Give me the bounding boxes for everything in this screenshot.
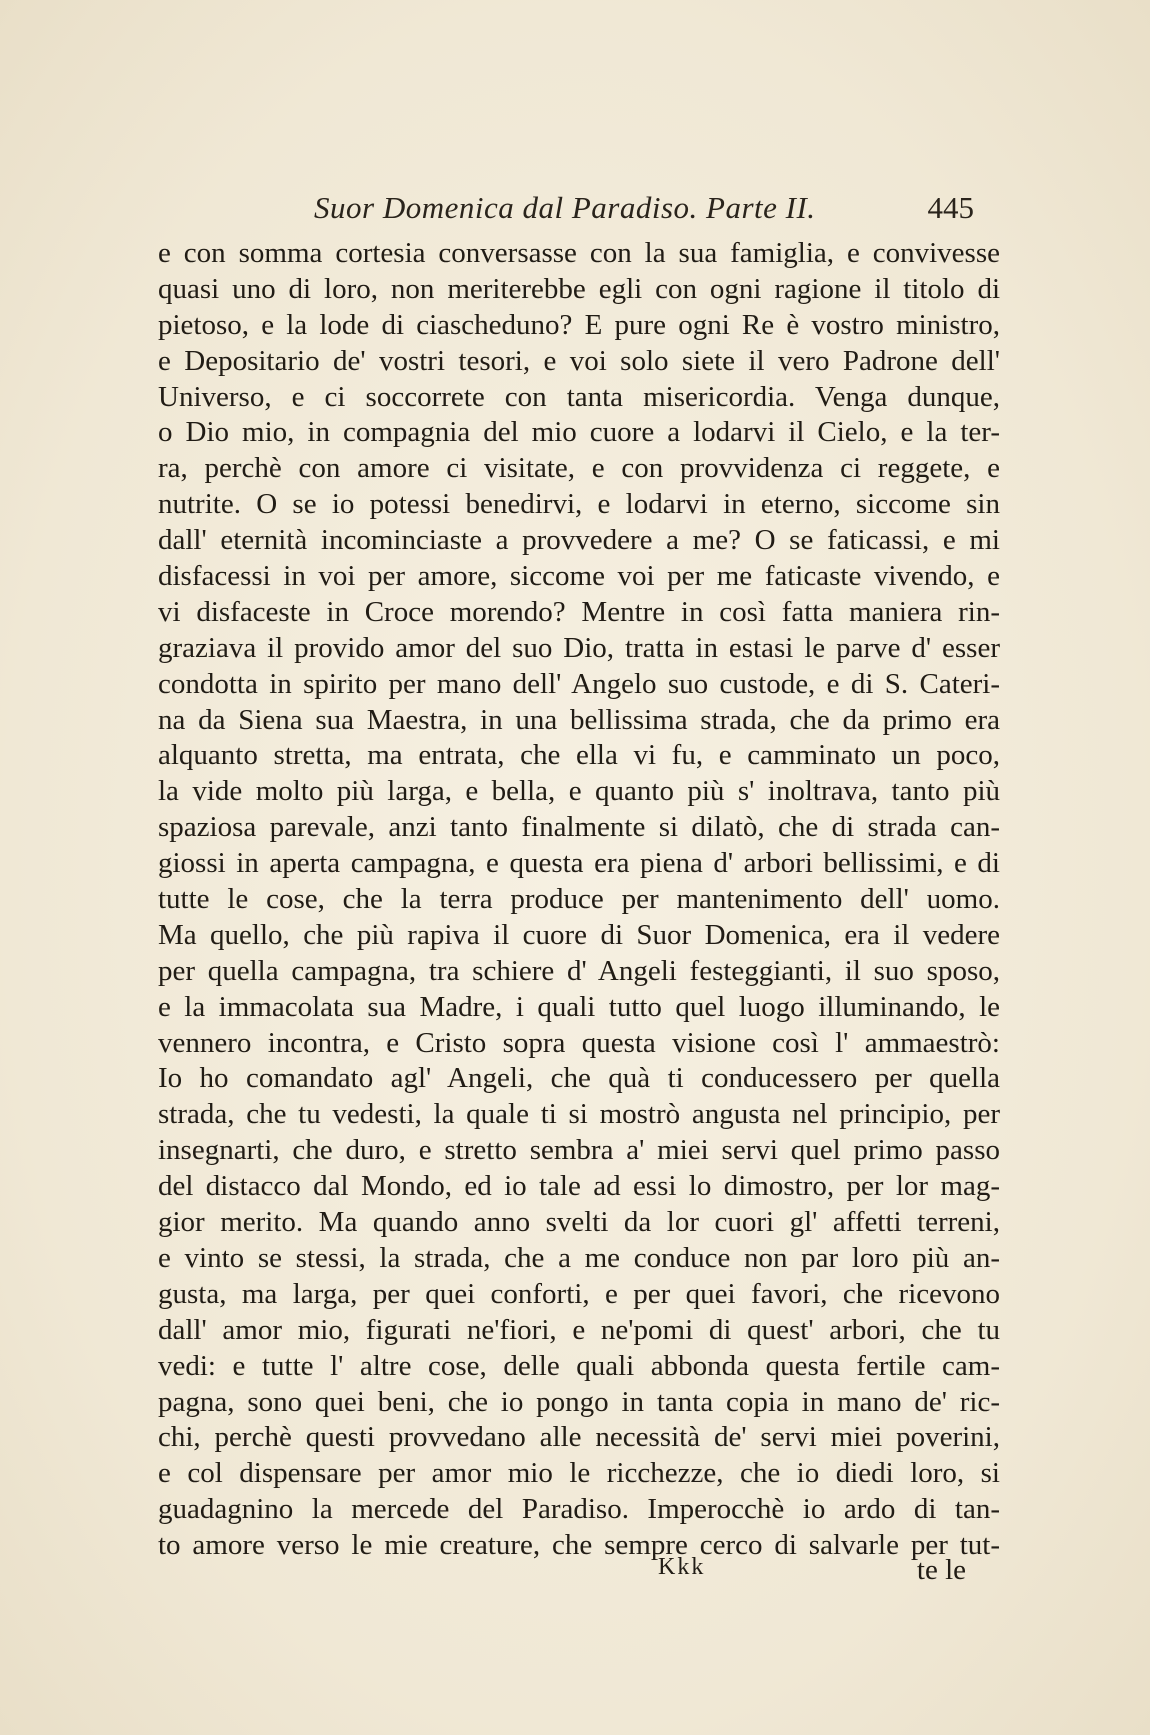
text-line: vennero incontra, e Cristo sopra questa visione così l' ammaestrò:: [158, 1026, 1000, 1059]
text-line: guadagnino la mercede del Paradiso. Imperocchè io ardo di tan-: [158, 1493, 1000, 1526]
text-line: chi, perchè questi provvedano alle necessità de' servi miei poverini,: [158, 1421, 1000, 1454]
text-line: tutte le cose, che la terra produce per mantenimento dell' uomo.: [158, 883, 1000, 916]
text-line: e vinto se stessi, la strada, che a me conduce non par loro più an-: [158, 1241, 1000, 1274]
text-line: strada, che tu vedesti, la quale ti si mostrò angusta nel principio, per: [158, 1098, 1000, 1131]
text-line: gusta, ma larga, per quei conforti, e per quei favori, che ricevono: [158, 1277, 1000, 1310]
text-line: e la immacolata sua Madre, i quali tutto quel luogo illuminando, le: [158, 990, 1000, 1023]
text-line: Universo, e ci soccorrete con tanta misericordia. Venga dunque,: [158, 380, 1000, 413]
signature-mark: Kkk: [658, 1554, 706, 1580]
text-line: per quella campagna, tra schiere d' Angeli festeggianti, il suo sposo,: [158, 954, 1000, 987]
catchword: te le: [916, 1554, 966, 1586]
text-line: alquanto stretta, ma entrata, che ella vi fu, e camminato un poco,: [158, 739, 1000, 772]
text-line: quasi uno di loro, non meriterebbe egli con ogni ragione il titolo di: [158, 272, 1000, 305]
running-head: [158, 190, 1000, 230]
body-text: [158, 236, 1000, 1564]
text-line: e con somma cortesia conversasse con la sua famiglia, e convivesse: [158, 237, 1000, 269]
text-line: spaziosa parevale, anzi tanto finalmente si dilatò, che di strada can-: [158, 811, 1000, 844]
text-line: la vide molto più larga, e bella, e quanto più s' inoltrava, tanto più: [158, 775, 1000, 808]
text-line: pagna, sono quei beni, che io pongo in tanta copia in mano de' ric-: [158, 1385, 1000, 1418]
page-footer: [158, 1554, 1000, 1594]
text-line: pietoso, e la lode di ciascheduno? E pure ogni Re è vostro ministro,: [158, 308, 1000, 341]
text-line: ra, perchè con amore ci visitate, e con provvidenza ci reggete, e: [158, 452, 1000, 485]
text-line: Ma quello, che più rapiva il cuore di Suor Domenica, era il vedere: [158, 918, 1000, 951]
text-line: o Dio mio, in compagnia del mio cuore a lodarvi il Cielo, e la ter-: [158, 416, 1000, 449]
text-line: gior merito. Ma quando anno svelti da lor cuori gl' affetti terreni,: [158, 1206, 1000, 1239]
text-line: del distacco dal Mondo, ed io tale ad essi lo dimostro, per lor mag-: [158, 1170, 1000, 1203]
text-line: nutrite. O se io potessi benedirvi, e lodarvi in eterno, siccome sin: [158, 488, 1000, 521]
text-line: insegnarti, che duro, e stretto sembra a' miei servi quel primo passo: [158, 1134, 1000, 1167]
text-line: disfacessi in voi per amore, siccome voi per me faticaste vivendo, e: [158, 560, 1000, 593]
text-line: Io ho comandato agl' Angeli, che quà ti conducessero per quella: [158, 1062, 1000, 1095]
text-line: dall' amor mio, figurati ne'fiori, e ne'pomi di quest' arbori, che tu: [158, 1313, 1000, 1346]
text-line: vedi: e tutte l' altre cose, delle quali abbonda questa fertile cam-: [158, 1349, 1000, 1382]
running-title: Suor Domenica dal Paradiso. Parte II.: [314, 190, 816, 225]
text-line: condotta in spirito per mano dell' Angelo suo custode, e di S. Cateri-: [158, 667, 1000, 700]
text-line: to amore verso le mie creature, che sempre cerco di salvarle per tut-: [158, 1529, 1000, 1562]
text-line: vi disfaceste in Croce morendo? Mentre in così fatta maniera rin-: [158, 595, 1000, 628]
text-line: dall' eternità incominciaste a provvedere a me? O se faticassi, e mi: [158, 524, 1000, 557]
page-number: 445: [927, 190, 974, 225]
text-line: na da Siena sua Maestra, in una bellissima strada, che da primo era: [158, 703, 1000, 736]
text-line: e Depositario de' vostri tesori, e voi solo siete il vero Padrone dell': [158, 344, 1000, 377]
text-line: giossi in aperta campagna, e questa era piena d' arbori bellissimi, e di: [158, 847, 1000, 880]
text-line: e col dispensare per amor mio le ricchezze, che io diedi loro, si: [158, 1457, 1000, 1490]
text-line: graziava il provido amor del suo Dio, tratta in estasi le parve d' esser: [158, 631, 1000, 664]
